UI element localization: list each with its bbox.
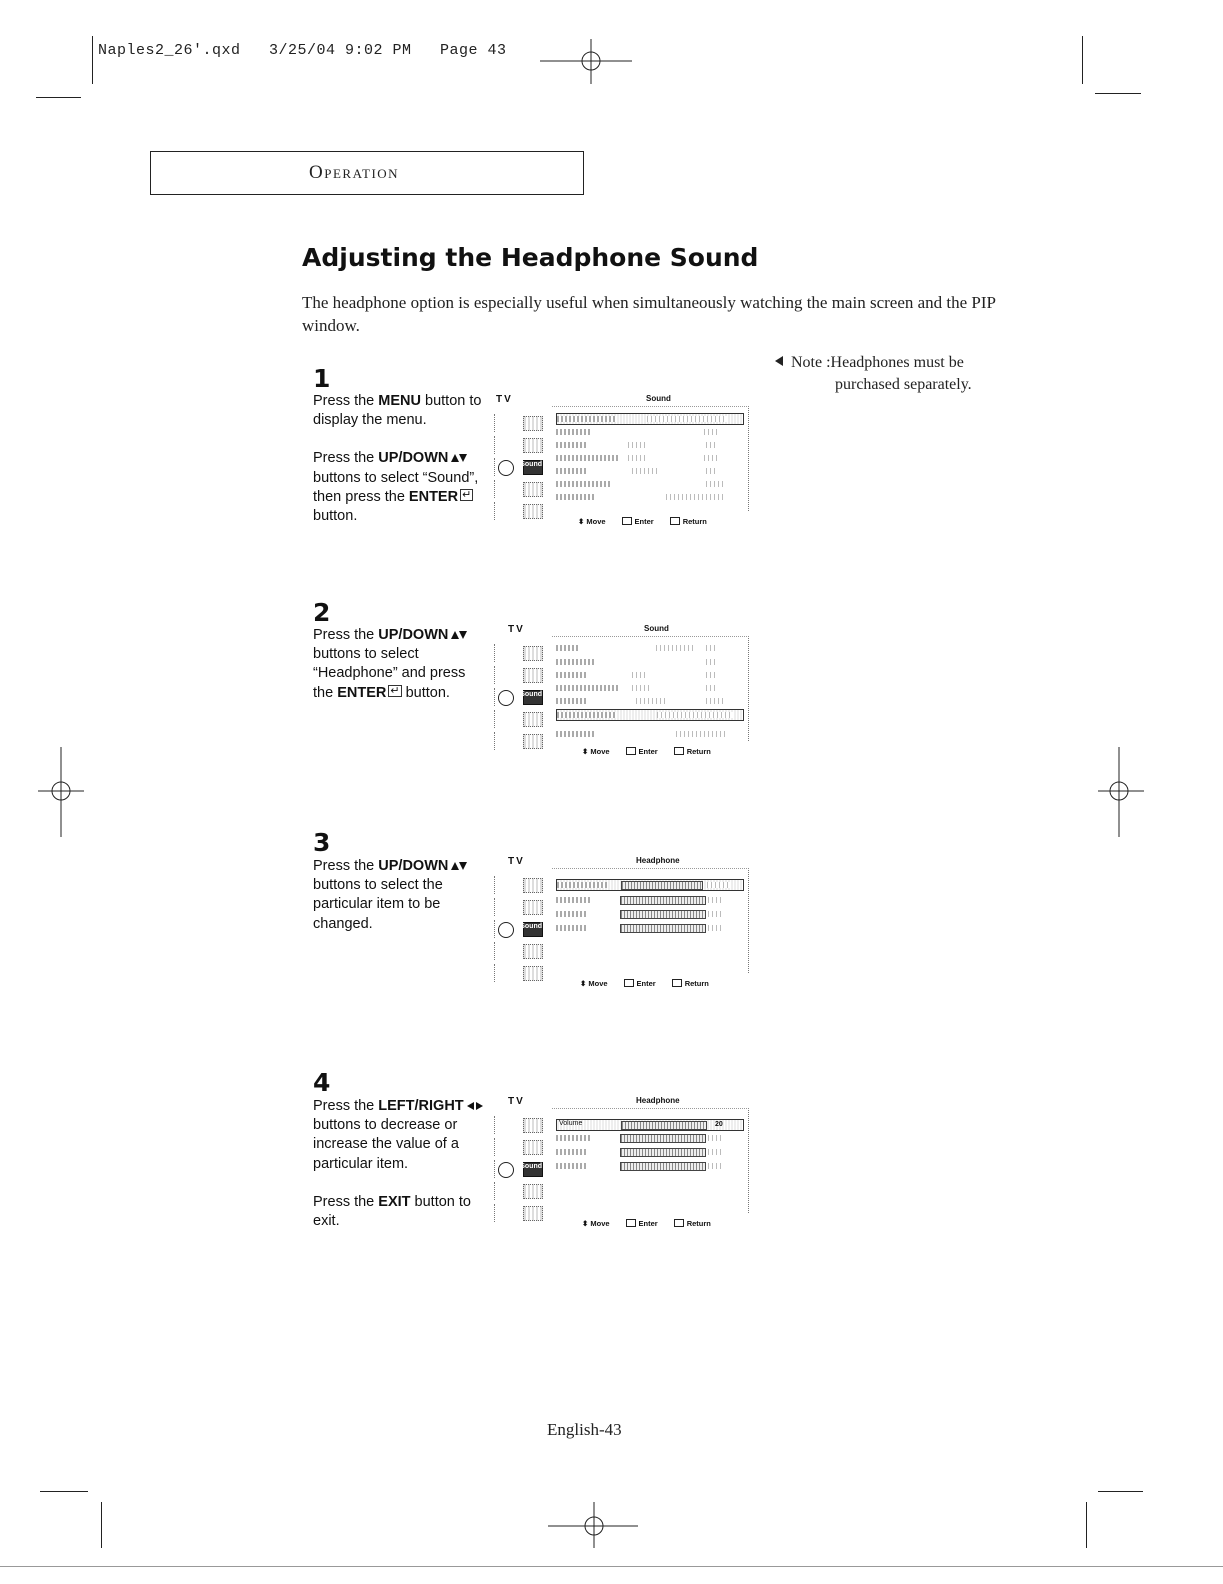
step-instructions: [313, 857, 483, 953]
enter-key: ENTER: [408, 488, 459, 505]
channel-icon: [494, 666, 549, 684]
crop-mark: [1098, 1491, 1143, 1492]
note: [775, 352, 972, 396]
text: button to display the menu.: [313, 393, 482, 429]
text: buttons to select “Headphone” and press the: [313, 646, 466, 701]
section-title: Operation: [309, 162, 400, 183]
up-arrow-icon: [451, 454, 459, 462]
text: Press the: [313, 1098, 379, 1114]
updown-key: UP/DOWN: [378, 627, 449, 643]
sound-icon: [494, 688, 549, 706]
menu-key: MENU: [378, 393, 421, 409]
crop-mark: [1086, 1502, 1087, 1548]
note-arrow-icon: [775, 356, 783, 366]
text: Press the: [313, 450, 379, 467]
registration-mark-right: [1096, 745, 1146, 841]
crop-mark: [40, 1491, 88, 1492]
return-hint: Return: [674, 747, 711, 756]
channel-icon: [494, 1138, 549, 1156]
setup-icon: [494, 710, 549, 728]
tv-menu-screen: [492, 1096, 752, 1232]
text: Press the: [313, 1193, 379, 1210]
menu-row: [556, 683, 742, 693]
input-icon: [494, 964, 549, 982]
enter-hint: Enter: [626, 747, 658, 756]
text: Press the: [313, 858, 379, 874]
enter-key: ENTER: [337, 684, 387, 701]
menu-row: [556, 453, 742, 463]
down-arrow-icon: [459, 862, 467, 870]
move-hint: ⬍ Move: [578, 517, 606, 526]
sound-icon: [494, 1160, 549, 1178]
menu-row: [556, 923, 742, 933]
enter-hint: Enter: [624, 979, 656, 988]
menu-row-selected: [556, 879, 744, 891]
menu-row: [556, 895, 742, 905]
up-arrow-icon: [451, 862, 459, 870]
sound-icon-label: Sound: [520, 1163, 542, 1170]
screen-header: Headphone: [636, 856, 680, 865]
screen-footer: [582, 1219, 727, 1228]
up-arrow-icon: [451, 631, 459, 639]
menu-row: [556, 696, 742, 706]
tv-menu-screen: [492, 856, 752, 992]
menu-panel: [552, 868, 749, 973]
move-hint: ⬍ Move: [582, 747, 610, 756]
down-arrow-icon: [459, 454, 467, 462]
menu-icon-column: [492, 410, 548, 528]
sound-icon: [494, 920, 549, 938]
text: Press the: [313, 393, 379, 409]
menu-row: [556, 440, 742, 450]
menu-row: [556, 479, 742, 489]
updown-key: UP/DOWN: [378, 450, 449, 467]
tv-menu-screen: [492, 624, 752, 760]
menu-row: [556, 729, 742, 739]
note-line1: Headphones must be: [830, 354, 964, 371]
page-number: English-43: [547, 1420, 622, 1439]
move-hint: ⬍ Move: [580, 979, 608, 988]
channel-icon: [494, 436, 549, 454]
menu-row: [556, 1147, 742, 1157]
text: button.: [313, 508, 358, 525]
picture-icon: [494, 876, 549, 894]
menu-row-selected: [556, 709, 744, 721]
note-label: Note :: [791, 354, 831, 371]
tv-label: TV: [508, 1096, 525, 1107]
step-number: 2: [313, 598, 331, 627]
picture-icon: [494, 644, 549, 662]
down-arrow-icon: [459, 631, 467, 639]
enter-hint: Enter: [626, 1219, 658, 1228]
text: button.: [401, 684, 450, 701]
page-edge: [0, 1566, 1223, 1567]
leftright-key: LEFT/RIGHT: [378, 1098, 464, 1114]
note-line2: purchased separately.: [835, 376, 972, 393]
page-title: Adjusting the Headphone Sound: [302, 243, 759, 272]
sound-icon-label: Sound: [520, 461, 542, 468]
setup-icon: [494, 480, 549, 498]
enter-hint: Enter: [622, 517, 654, 526]
text: buttons to select the particular item to be changed.: [313, 877, 443, 932]
right-arrow-icon: [476, 1102, 483, 1110]
text: Press the: [313, 627, 379, 643]
menu-icon-column: [492, 640, 548, 758]
setup-icon: [494, 1182, 549, 1200]
input-icon: [494, 1204, 549, 1222]
return-hint: Return: [670, 517, 707, 526]
return-hint: Return: [674, 1219, 711, 1228]
volume-value: 20: [715, 1121, 723, 1128]
text: button to exit.: [313, 1193, 471, 1230]
step-instructions: [313, 626, 483, 722]
menu-icon-column: [492, 1112, 548, 1230]
enter-icon: ↵: [462, 488, 472, 501]
menu-row: [556, 1161, 742, 1171]
screen-footer: [582, 747, 727, 756]
tv-label: TV: [508, 624, 525, 635]
left-arrow-icon: [467, 1102, 474, 1110]
enter-icon: ↵: [390, 684, 400, 697]
menu-row: [556, 492, 742, 502]
text: buttons to select “Sound”, then press the: [313, 469, 479, 505]
volume-label: Volume: [559, 1120, 583, 1127]
sound-icon: [494, 458, 549, 476]
step-instructions: [313, 1097, 483, 1250]
section-header: [150, 151, 584, 195]
step-number: 4: [313, 1068, 331, 1097]
screen-header: Sound: [644, 624, 669, 633]
crop-mark: [92, 36, 93, 84]
volume-slider: [621, 1121, 707, 1130]
channel-icon: [494, 898, 549, 916]
step-number: 3: [313, 828, 331, 857]
tv-label: TV: [496, 394, 513, 405]
menu-icon-column: [492, 872, 548, 990]
tv-label: TV: [508, 856, 525, 867]
picture-icon: [494, 1116, 549, 1134]
menu-row: [556, 643, 742, 653]
setup-icon: [494, 942, 549, 960]
sound-icon-label: Sound: [520, 923, 542, 930]
exit-key: EXIT: [378, 1193, 411, 1210]
screen-header: Sound: [646, 394, 671, 403]
screen-footer: [578, 517, 723, 526]
menu-panel: [552, 1108, 749, 1213]
volume-row: [556, 1119, 744, 1131]
menu-row: [556, 413, 744, 425]
crop-mark: [101, 1502, 102, 1548]
screen-footer: [580, 979, 725, 988]
text: buttons to decrease or increase the value of a particular item.: [313, 1117, 459, 1172]
crop-mark: [1082, 36, 1083, 84]
screen-header: Headphone: [636, 1096, 680, 1105]
input-icon: [494, 502, 549, 520]
crop-mark: [1095, 93, 1141, 94]
step-number: 1: [313, 364, 331, 393]
return-hint: Return: [672, 979, 709, 988]
menu-row: [556, 657, 742, 667]
tv-menu-screen: [492, 394, 752, 530]
registration-mark-top: [540, 36, 636, 86]
menu-panel: [552, 636, 749, 741]
file-slug: Naples2_26'.qxd 3/25/04 9:02 PM Page 43: [98, 42, 507, 59]
picture-icon: [494, 414, 549, 432]
menu-row: [556, 909, 742, 919]
updown-key: UP/DOWN: [378, 858, 449, 874]
intro-paragraph: The headphone option is especially useful when simultaneously watching the main screen and the PIP window.: [302, 293, 996, 335]
step-instructions: [313, 392, 483, 545]
sound-icon-label: Sound: [520, 691, 542, 698]
registration-mark-left: [36, 745, 86, 841]
menu-row: [556, 466, 742, 476]
menu-row: [556, 427, 742, 437]
menu-panel: [552, 406, 749, 511]
input-icon: [494, 732, 549, 750]
menu-row: [556, 670, 742, 680]
move-hint: ⬍ Move: [582, 1219, 610, 1228]
crop-mark: [36, 97, 81, 98]
registration-mark-bottom: [546, 1502, 642, 1552]
menu-row: [556, 1133, 742, 1143]
